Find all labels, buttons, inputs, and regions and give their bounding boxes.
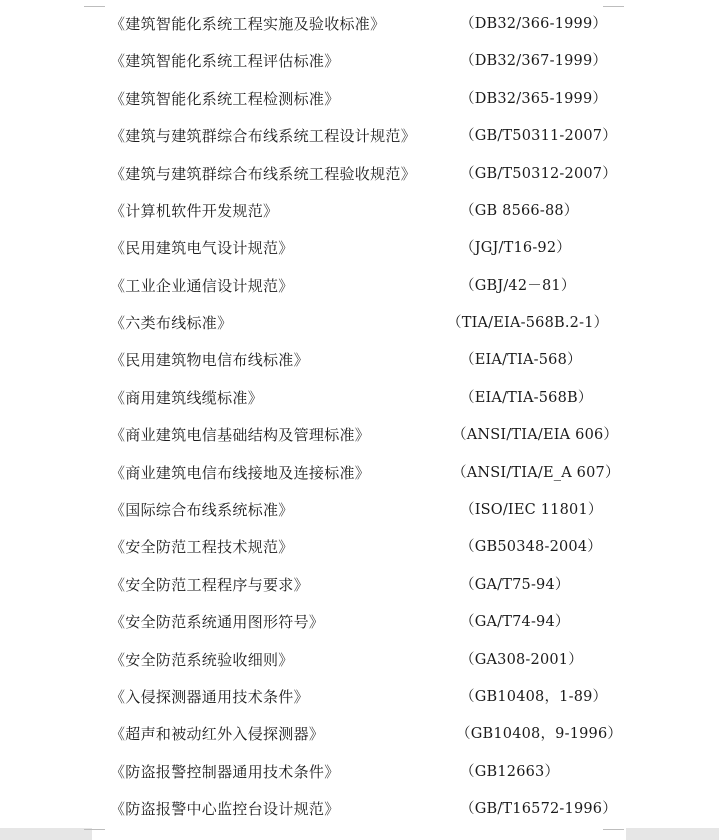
standard-code: （GB 8566-88） — [460, 203, 579, 219]
standard-row — [0, 348, 719, 372]
standard-title: 《建筑智能化系统工程实施及验收标准》 — [110, 15, 386, 33]
standard-code: （DB32/367-1999） — [460, 53, 608, 69]
standard-title: 《建筑与建筑群综合布线系统工程验收规范》 — [110, 165, 417, 183]
standard-code: （EIA/TIA-568B） — [460, 390, 593, 406]
standard-row — [0, 12, 719, 36]
standard-code: （ANSI/TIA/E_A 607） — [452, 465, 620, 481]
standard-code: （GB10408，1-89） — [460, 689, 608, 705]
standard-code: （GB/T16572-1996） — [460, 801, 617, 817]
standard-title: 《入侵探测器通用技术条件》 — [110, 688, 309, 706]
standard-code: （GB10408，9-1996） — [456, 726, 623, 742]
standard-title: 《六类布线标准》 — [110, 314, 233, 332]
standard-code: （DB32/366-1999） — [460, 16, 608, 32]
standard-title: 《民用建筑电气设计规范》 — [110, 239, 294, 257]
standard-row — [0, 162, 719, 186]
standard-title: 《建筑与建筑群综合布线系统工程设计规范》 — [110, 127, 417, 145]
standard-code: （GBJ/42－81） — [460, 278, 576, 294]
standard-code: （GB/T50312-2007） — [460, 166, 617, 182]
standard-code: （TIA/EIA-568B.2-1） — [447, 315, 609, 331]
standard-code: （ANSI/TIA/EIA 606） — [452, 427, 619, 443]
standard-code: （GB50348-2004） — [460, 539, 602, 555]
standard-code: （EIA/TIA-568） — [460, 352, 582, 368]
standard-row — [0, 648, 719, 672]
standard-code: （GB/T50311-2007） — [460, 128, 617, 144]
crop-mark-bottom-right — [603, 829, 624, 830]
standard-row — [0, 199, 719, 223]
standard-title: 《商业建筑电信布线接地及连接标准》 — [110, 464, 371, 482]
standard-code: （GA308-2001） — [460, 652, 583, 668]
standard-code: （ISO/IEC 11801） — [460, 502, 603, 518]
standard-row — [0, 274, 719, 298]
standard-title: 《计算机软件开发规范》 — [110, 202, 279, 220]
standard-row — [0, 423, 719, 447]
standard-row — [0, 49, 719, 73]
standard-row — [0, 573, 719, 597]
standard-row — [0, 610, 719, 634]
standard-code: （JGJ/T16-92） — [460, 240, 571, 256]
standard-row — [0, 722, 719, 746]
standard-title: 《国际综合布线系统标准》 — [110, 501, 294, 519]
standard-code: （GA/T74-94） — [460, 614, 570, 630]
standard-row — [0, 236, 719, 260]
standard-title: 《工业企业通信设计规范》 — [110, 277, 294, 295]
standard-row — [0, 87, 719, 111]
standard-code: （DB32/365-1999） — [460, 91, 608, 107]
standard-row — [0, 797, 719, 821]
standard-title: 《安全防范系统验收细则》 — [110, 651, 294, 669]
standard-code: （GA/T75-94） — [460, 577, 570, 593]
standard-row — [0, 124, 719, 148]
standard-title: 《安全防范工程程序与要求》 — [110, 576, 309, 594]
standard-title: 《超声和被动红外入侵探测器》 — [110, 725, 325, 743]
standard-title: 《防盗报警中心监控台设计规范》 — [110, 800, 340, 818]
standard-row — [0, 311, 719, 335]
standard-code: （GB12663） — [460, 764, 560, 780]
standard-title: 《民用建筑物电信布线标准》 — [110, 351, 309, 369]
standard-row — [0, 386, 719, 410]
standard-row — [0, 498, 719, 522]
standard-title: 《安全防范工程技术规范》 — [110, 538, 294, 556]
standard-row — [0, 535, 719, 559]
standard-title: 《防盗报警控制器通用技术条件》 — [110, 763, 340, 781]
standard-title: 《建筑智能化系统工程检测标准》 — [110, 90, 340, 108]
standard-row — [0, 461, 719, 485]
standard-title: 《商用建筑线缆标准》 — [110, 389, 264, 407]
crop-mark-bottom-left — [84, 829, 105, 830]
next-page-top-edge — [92, 828, 626, 840]
standard-row — [0, 760, 719, 784]
standard-row — [0, 685, 719, 709]
standard-title: 《商业建筑电信基础结构及管理标准》 — [110, 426, 371, 444]
standard-title: 《建筑智能化系统工程评估标准》 — [110, 52, 340, 70]
standard-title: 《安全防范系统通用图形符号》 — [110, 613, 325, 631]
